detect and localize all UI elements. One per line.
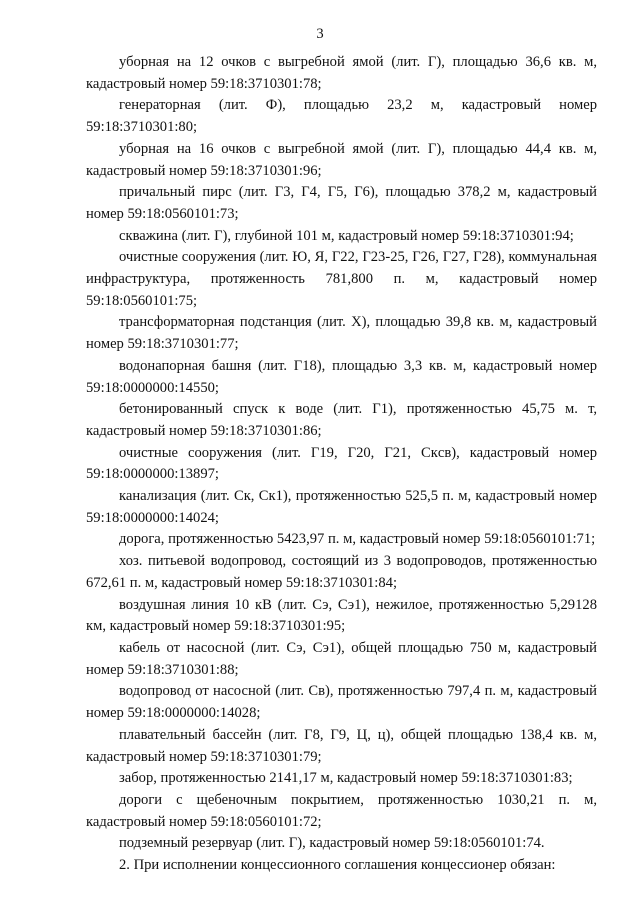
list-item: воздушная линия 10 кВ (лит. Сэ, Сэ1), нежилое, протяженностью 5,29128 км, кадастровый номер 59:18:3710301:95; bbox=[86, 596, 597, 635]
document-body bbox=[86, 52, 597, 877]
page-number: 3 bbox=[316, 26, 324, 42]
list-item: уборная на 16 очков с выгребной ямой (лит. Г), площадью 44,4 кв. м, кадастровый номер 59:18:3710301:96; bbox=[86, 140, 597, 179]
list-item: бетонированный спуск к воде (лит. Г1), протяженностью 45,75 м. т, кадастровый номер 59:18:3710301:86; bbox=[86, 401, 597, 439]
list-item: очистные сооружения (лит. Ю, Я, Г22, Г23-25, Г26, Г27, Г28), коммунальная инфраструктура, протяженность 781,800 п. м, кадастровый номер 59:18:0560101:75; bbox=[86, 249, 597, 309]
list-item: дорога, протяженностью 5423,97 п. м, кадастровый номер 59:18:0560101:71; bbox=[119, 531, 596, 548]
list-item: уборная на 12 очков с выгребной ямой (лит. Г), площадью 36,6 кв. м, кадастровый номер 59:18:3710301:78; bbox=[86, 54, 597, 92]
list-item: кабель от насосной (лит. Сэ, Сэ1), общей площадью 750 м, кадастровый номер 59:18:3710301:88; bbox=[86, 639, 597, 678]
list-item: хоз. питьевой водопровод, состоящий из 3 водопроводов, протяженностью 672,61 п. м, кадастровый номер 59:18:3710301:84; bbox=[86, 553, 597, 591]
list-item: скважина (лит. Г), глубиной 101 м, кадастровый номер 59:18:3710301:94; bbox=[119, 227, 574, 244]
list-item: канализация (лит. Ск, Ск1), протяженностью 525,5 п. м, кадастровый номер 59:18:0000000:14024; bbox=[86, 488, 597, 526]
section-paragraph: 2. При исполнении концессионного соглашения концессионер обязан: bbox=[119, 857, 556, 874]
list-item: очистные сооружения (лит. Г19, Г20, Г21, Скcв), кадастровый номер 59:18:0000000:13897; bbox=[86, 444, 597, 483]
list-item: дороги с щебеночным покрытием, протяженностью 1030,21 п. м, кадастровый номер 59:18:0560101:72; bbox=[86, 791, 597, 830]
list-item: водонапорная башня (лит. Г18), площадью 3,3 кв. м, кадастровый номер 59:18:0000000:14550; bbox=[86, 357, 597, 396]
list-item: генераторная (лит. Ф), площадью 23,2 м, кадастровый номер 59:18:3710301:80; bbox=[86, 97, 597, 136]
list-item: трансформаторная подстанция (лит. Х), площадью 39,8 кв. м, кадастровый номер 59:18:3710301:77; bbox=[86, 314, 597, 353]
list-item: подземный резервуар (лит. Г), кадастровый номер 59:18:0560101:74. bbox=[119, 835, 545, 852]
list-item: плавательный бассейн (лит. Г8, Г9, Ц, ц), общей площадью 138,4 кв. м, кадастровый номер 59:18:3710301:79; bbox=[86, 726, 597, 765]
list-item: причальный пирс (лит. Г3, Г4, Г5, Г6), площадью 378,2 м, кадастровый номер 59:18:0560101:73; bbox=[86, 184, 597, 222]
list-item: забор, протяженностью 2141,17 м, кадастровый номер 59:18:3710301:83; bbox=[119, 770, 573, 787]
list-item: водопровод от насосной (лит. Св), протяженностью 797,4 п. м, кадастровый номер 59:18:0000000:14028; bbox=[86, 683, 597, 722]
